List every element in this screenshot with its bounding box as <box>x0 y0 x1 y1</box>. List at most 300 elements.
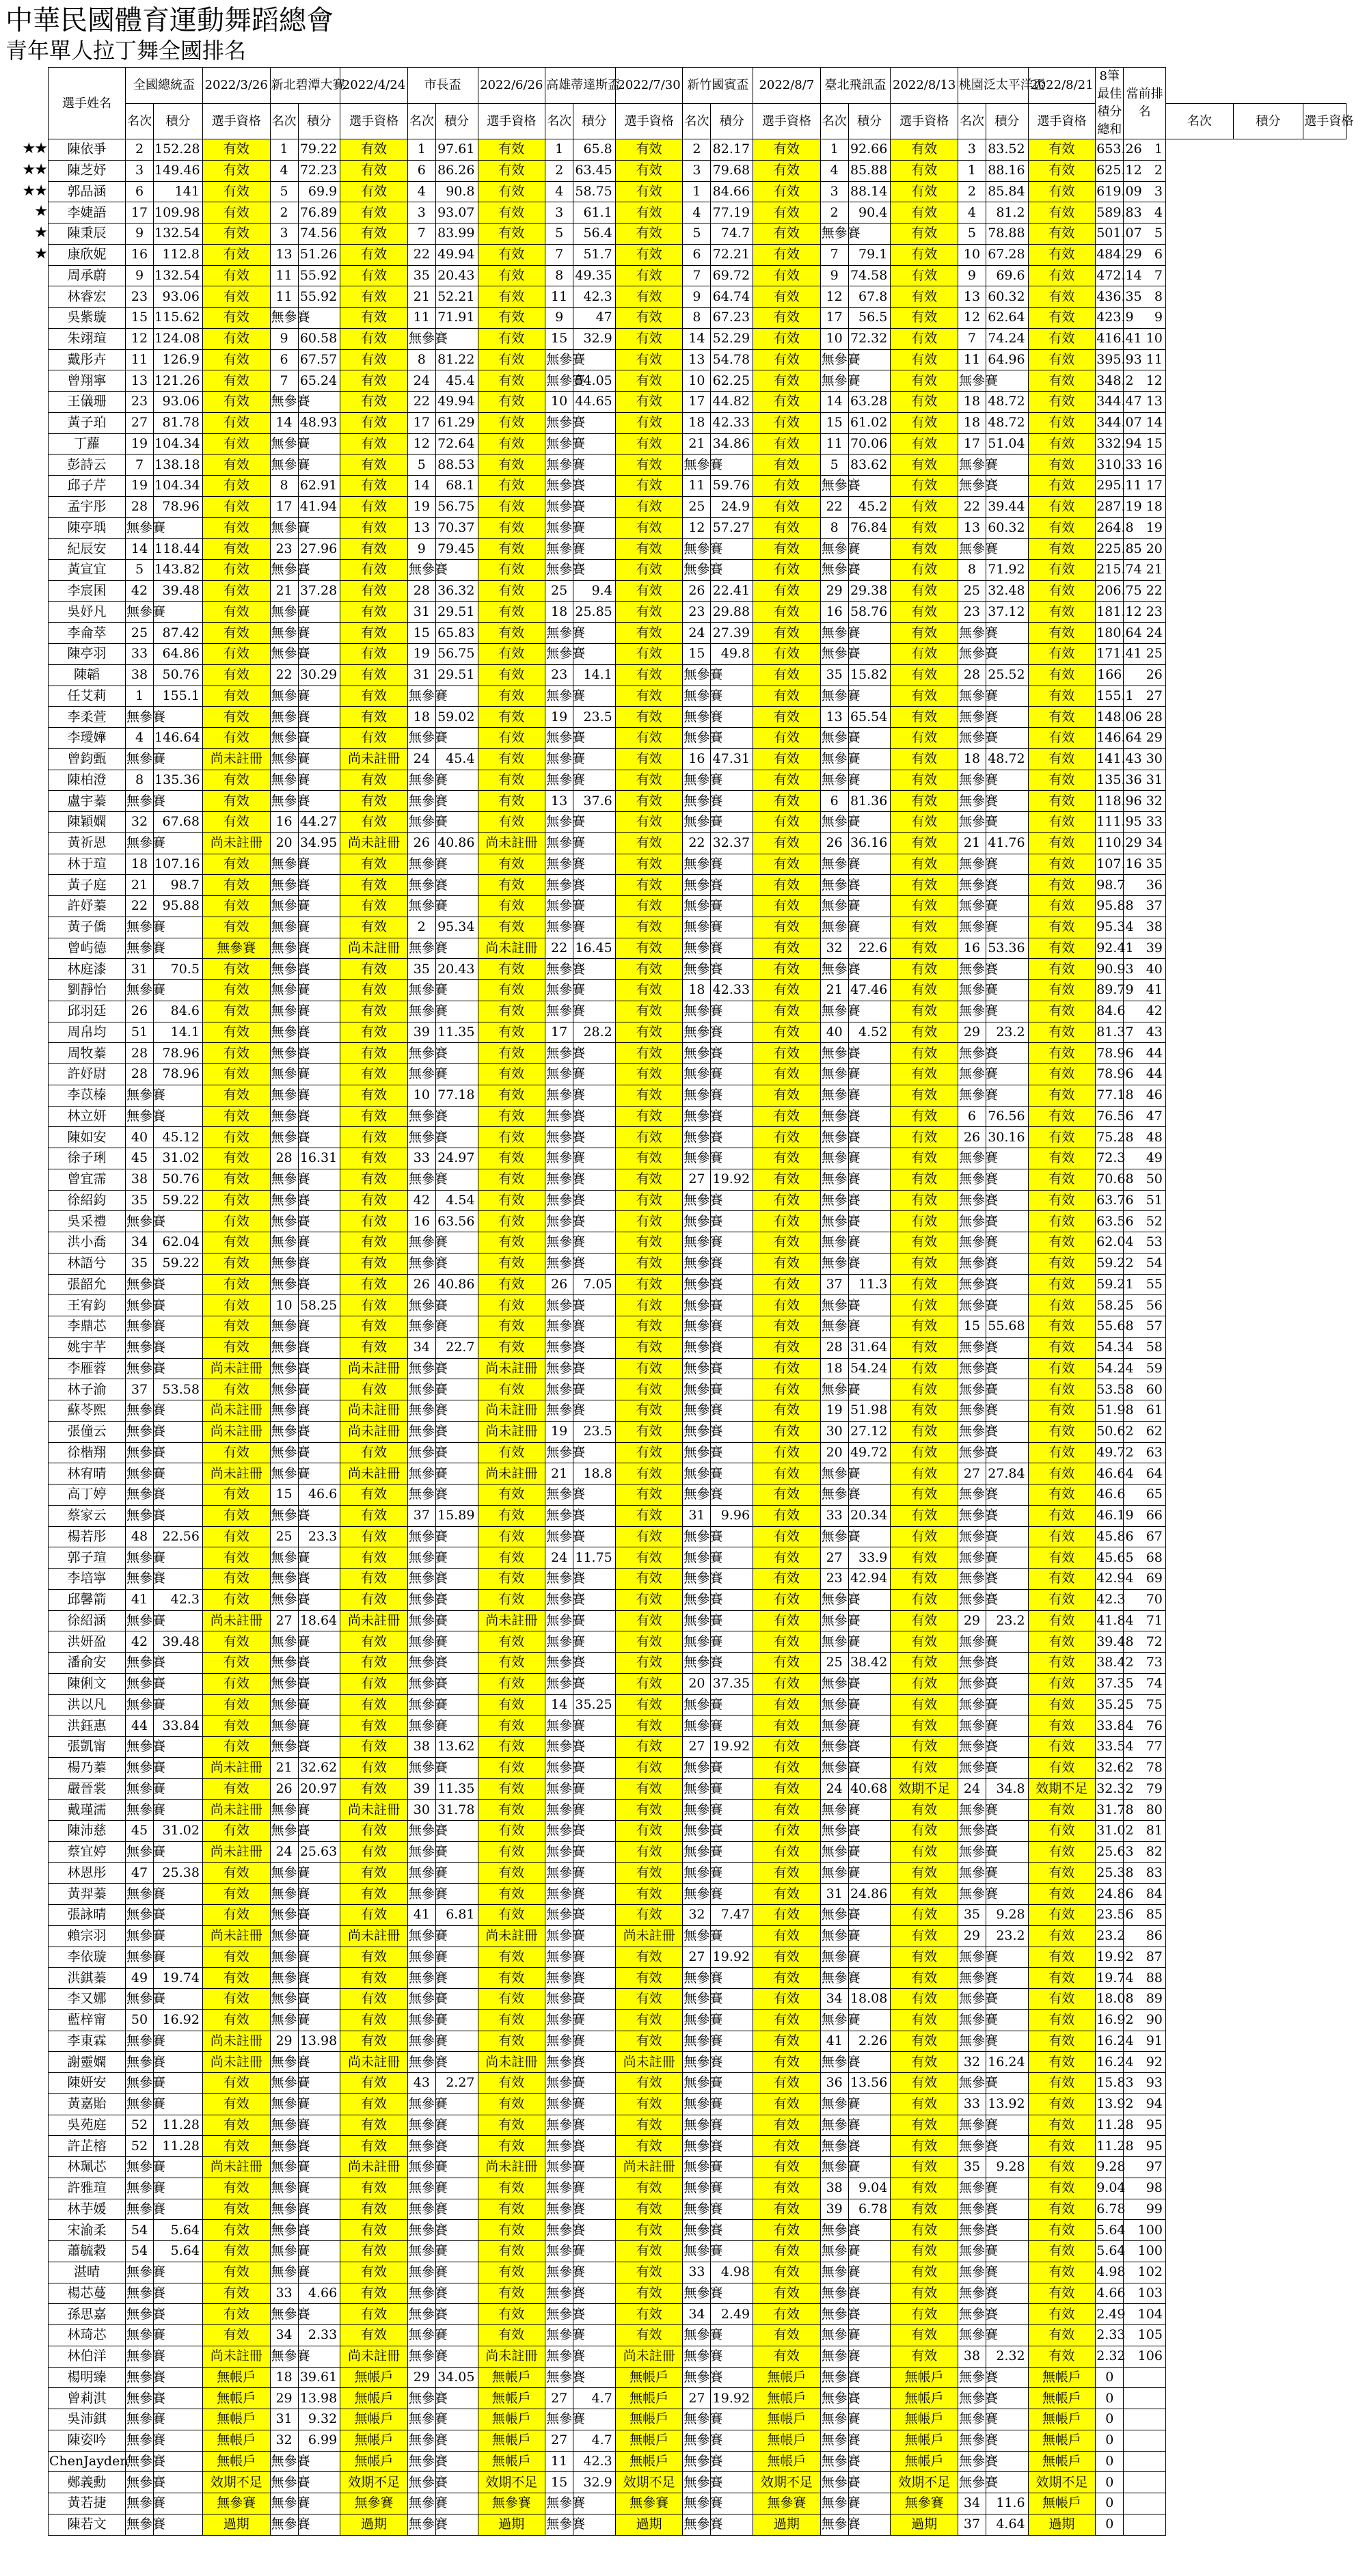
status-cell: 有效 <box>340 1295 408 1316</box>
status-cell: 有效 <box>753 644 821 665</box>
place-cell: 無參賽 <box>270 1631 298 1653</box>
status-cell: 有效 <box>1028 455 1096 476</box>
table-row <box>49 1169 1346 1190</box>
points-cell: 15.82 <box>848 664 891 686</box>
status-cell: 有效 <box>1028 770 1096 791</box>
place-cell: 37 <box>125 1379 153 1400</box>
points-cell: 85 <box>1124 1905 1166 1926</box>
place-cell: 18 <box>125 854 153 875</box>
status-cell: 有效 <box>202 1127 270 1148</box>
points-cell: 9.28 <box>986 2157 1029 2178</box>
place-cell: 無參賽 <box>125 1547 153 1569</box>
place-cell: 14 <box>407 476 435 497</box>
place-cell: 無參賽 <box>545 1968 573 1989</box>
status-cell: 有效 <box>202 1653 270 1674</box>
points-cell: 121.26 <box>154 370 203 392</box>
place-cell: 416.41 <box>1096 328 1124 349</box>
place-cell: 22 <box>545 938 573 959</box>
points-cell: 44 <box>1124 1064 1166 1085</box>
place-cell: 17 <box>545 1022 573 1043</box>
points-cell: 89 <box>1124 1989 1166 2010</box>
points-cell: 47 <box>1124 1106 1166 1127</box>
place-cell: 8 <box>820 517 848 539</box>
place-cell: 35 <box>820 664 848 686</box>
points-cell: 5.64 <box>154 2241 203 2262</box>
place-cell: 無參賽 <box>820 2262 848 2283</box>
status-cell: 有效 <box>1028 517 1096 539</box>
status-cell: 過期 <box>478 2514 545 2535</box>
status-cell: 效期不足 <box>615 2472 683 2493</box>
status-cell: 有效 <box>891 1968 958 1989</box>
status-cell: 有效 <box>753 1778 821 1800</box>
place-cell: 9 <box>820 265 848 286</box>
place-cell: 無參賽 <box>958 1442 986 1463</box>
place-cell: 無參賽 <box>820 1631 848 1653</box>
status-cell: 無帳戶 <box>202 2409 270 2430</box>
status-cell: 有效 <box>615 1547 683 1569</box>
status-cell: 有效 <box>891 1547 958 1569</box>
status-cell: 尚未註冊 <box>202 832 270 854</box>
place-cell: 54.34 <box>1096 1337 1124 1358</box>
place-cell: 436.35 <box>1096 286 1124 308</box>
points-cell: 71.92 <box>986 560 1029 581</box>
place-cell: 無參賽 <box>407 1379 435 1400</box>
points-cell: 40.86 <box>435 832 478 854</box>
place-cell: 無參賽 <box>545 1190 573 1211</box>
table-row <box>49 1505 1346 1526</box>
place-cell: 無參賽 <box>270 1862 298 1884</box>
place-cell: 15 <box>958 1316 986 1338</box>
place-cell: 33.84 <box>1096 1716 1124 1737</box>
place-cell: 26 <box>270 1778 298 1800</box>
points-cell: 112.8 <box>154 244 203 265</box>
status-cell: 有效 <box>753 2136 821 2157</box>
place-cell: 無參賽 <box>125 1841 153 1862</box>
place-cell: 無參賽 <box>958 1505 986 1526</box>
place-cell: 5.64 <box>1096 2241 1124 2262</box>
place-cell: 32 <box>820 938 848 959</box>
place-cell: 無參賽 <box>958 1989 986 2010</box>
table-row <box>49 1232 1346 1253</box>
header-subcolumn: 選手資格 <box>340 103 408 139</box>
place-cell: 無參賽 <box>545 812 573 833</box>
table-row <box>49 664 1346 686</box>
place-cell: 無參賽 <box>270 1821 298 1842</box>
place-cell: 無參賽 <box>125 1653 153 1674</box>
place-cell: 17 <box>270 496 298 517</box>
status-cell: 有效 <box>478 664 545 686</box>
status-cell: 有效 <box>340 1653 408 1674</box>
place-cell: 無參賽 <box>270 854 298 875</box>
star-icon: ★ <box>34 224 46 241</box>
points-cell: 55.92 <box>298 286 340 308</box>
player-name: 丁蘿 <box>49 433 126 455</box>
points-cell: 43 <box>1124 1022 1166 1043</box>
status-cell: 有效 <box>340 370 408 392</box>
points-cell: 80 <box>1124 1800 1166 1821</box>
points-cell: 77 <box>1124 1737 1166 1758</box>
points-cell: 105 <box>1124 2325 1166 2346</box>
status-cell: 有效 <box>1028 265 1096 286</box>
status-cell: 有效 <box>615 1001 683 1022</box>
place-cell: 15 <box>683 644 711 665</box>
player-name: 林語兮 <box>49 1253 126 1274</box>
place-cell: 無參賽 <box>958 1694 986 1716</box>
place-cell: 24 <box>270 1841 298 1862</box>
table-row <box>49 496 1346 517</box>
status-cell: 有效 <box>202 728 270 749</box>
place-cell: 無參賽 <box>958 1379 986 1400</box>
player-name: 藍梓甯 <box>49 2009 126 2031</box>
place-cell: 無參賽 <box>407 1421 435 1442</box>
place-cell: 38 <box>958 2346 986 2367</box>
status-cell: 有效 <box>615 1841 683 1862</box>
place-cell: 無參賽 <box>407 2009 435 2031</box>
status-cell: 尚未註冊 <box>615 2346 683 2367</box>
points-cell: 36.32 <box>435 580 478 601</box>
status-cell: 有效 <box>615 2220 683 2241</box>
points-cell: 93 <box>1124 2073 1166 2094</box>
points-cell: 58.76 <box>848 601 891 623</box>
status-cell: 有效 <box>202 1569 270 1590</box>
status-cell: 有效 <box>340 1989 408 2010</box>
place-cell: 38.42 <box>1096 1653 1124 1674</box>
place-cell: 13 <box>270 244 298 265</box>
points-cell: 132.54 <box>154 223 203 245</box>
status-cell: 有效 <box>1028 1589 1096 1610</box>
points-cell: 115.62 <box>154 308 203 329</box>
status-cell: 有效 <box>891 412 958 433</box>
place-cell: 無參賽 <box>270 686 298 707</box>
points-cell: 85.84 <box>986 181 1029 202</box>
points-cell: 9.4 <box>573 580 616 601</box>
place-cell: 無參賽 <box>407 1673 435 1694</box>
status-cell: 有效 <box>340 1778 408 1800</box>
player-name: 陳穎嫻 <box>49 812 126 833</box>
points-cell: 19 <box>1124 517 1166 539</box>
player-name: 潘俞安 <box>49 1653 126 1674</box>
place-cell: 無參賽 <box>683 1653 711 1674</box>
status-cell: 有效 <box>615 1127 683 1148</box>
status-cell: 有效 <box>340 181 408 202</box>
place-cell: 無參賽 <box>545 1043 573 1064</box>
place-cell: 15 <box>545 2472 573 2493</box>
place-cell: 55.68 <box>1096 1316 1124 1338</box>
place-cell: 無參賽 <box>270 1379 298 1400</box>
status-cell: 有效 <box>891 2093 958 2115</box>
points-cell: 94 <box>1124 2093 1166 2115</box>
place-cell: 50 <box>125 2009 153 2031</box>
status-cell: 無帳戶 <box>753 2388 821 2409</box>
status-cell: 有效 <box>891 496 958 517</box>
header-subcolumn: 名次 <box>125 103 153 139</box>
place-cell: 70.68 <box>1096 1169 1124 1190</box>
place-cell: 無參賽 <box>125 2388 153 2409</box>
status-cell: 有效 <box>753 1064 821 1085</box>
status-cell: 有效 <box>478 1211 545 1232</box>
points-cell: 60 <box>1124 1379 1166 1400</box>
status-cell: 有效 <box>615 308 683 329</box>
status-cell: 有效 <box>1028 980 1096 1001</box>
place-cell: 無參賽 <box>545 2157 573 2178</box>
place-cell: 423.9 <box>1096 308 1124 329</box>
points-cell: 74.56 <box>298 223 340 245</box>
status-cell: 有效 <box>615 496 683 517</box>
status-cell: 有效 <box>1028 686 1096 707</box>
place-cell: 1 <box>545 139 573 161</box>
table-row <box>49 181 1346 202</box>
status-cell: 有效 <box>340 1274 408 1295</box>
place-cell: 38 <box>407 1737 435 1758</box>
status-cell: 有效 <box>615 433 683 455</box>
status-cell: 有效 <box>1028 1211 1096 1232</box>
place-cell: 無參賽 <box>270 1064 298 1085</box>
place-cell: 無參賽 <box>545 2346 573 2367</box>
place-cell: 無參賽 <box>407 1001 435 1022</box>
player-name: 陳妍安 <box>49 2073 126 2094</box>
place-cell: 58.25 <box>1096 1295 1124 1316</box>
status-cell: 有效 <box>615 1232 683 1253</box>
status-cell: 有效 <box>891 1737 958 1758</box>
place-cell: 15 <box>820 412 848 433</box>
status-cell: 有效 <box>1028 644 1096 665</box>
status-cell: 尚未註冊 <box>478 2157 545 2178</box>
status-cell: 有效 <box>202 2199 270 2220</box>
place-cell: 27 <box>270 1610 298 1631</box>
place-cell: 20 <box>820 1442 848 1463</box>
status-cell: 尚未註冊 <box>202 1925 270 1947</box>
status-cell: 有效 <box>1028 2093 1096 2115</box>
place-cell: 10 <box>683 370 711 392</box>
place-cell: 344.47 <box>1096 392 1124 413</box>
points-cell: 71 <box>1124 1610 1166 1631</box>
status-cell: 有效 <box>615 1211 683 1232</box>
table-row <box>49 1884 1346 1905</box>
status-cell: 有效 <box>340 517 408 539</box>
status-cell: 有效 <box>1028 1484 1096 1506</box>
status-cell: 有效 <box>615 1106 683 1127</box>
place-cell: 無參賽 <box>958 644 986 665</box>
status-cell: 有效 <box>340 875 408 896</box>
place-cell: 無參賽 <box>683 1800 711 1821</box>
points-cell: 19.74 <box>154 1968 203 1989</box>
points-cell <box>1124 2472 1166 2493</box>
place-cell: 無參賽 <box>683 2115 711 2136</box>
place-cell: 0 <box>1096 2451 1124 2472</box>
points-cell: 85.88 <box>848 160 891 181</box>
place-cell: 23 <box>125 286 153 308</box>
points-cell: 4.52 <box>848 1022 891 1043</box>
status-cell: 有效 <box>478 202 545 223</box>
status-cell: 有效 <box>478 1043 545 1064</box>
place-cell: 54.24 <box>1096 1358 1124 1379</box>
table-row <box>49 2178 1346 2199</box>
table-row <box>49 1778 1346 1800</box>
status-cell: 有效 <box>202 1905 270 1926</box>
status-cell: 有效 <box>891 1569 958 1590</box>
player-name: 任艾莉 <box>49 686 126 707</box>
place-cell: 21 <box>820 980 848 1001</box>
place-cell: 無參賽 <box>407 2262 435 2283</box>
status-cell: 有效 <box>753 328 821 349</box>
status-cell: 尚未註冊 <box>478 1610 545 1631</box>
status-cell: 有效 <box>753 1547 821 1569</box>
table-row <box>49 1379 1346 1400</box>
place-cell: 無參賽 <box>958 770 986 791</box>
status-cell: 有效 <box>340 980 408 1001</box>
status-cell: 有效 <box>615 623 683 644</box>
points-cell: 90 <box>1124 2009 1166 2031</box>
star-icon: ★ <box>34 203 46 220</box>
player-name: 洪錤蓁 <box>49 1968 126 1989</box>
status-cell: 有效 <box>340 1085 408 1106</box>
points-cell: 7.47 <box>711 1905 753 1926</box>
points-cell: 76 <box>1124 1716 1166 1737</box>
place-cell: 無參賽 <box>958 1947 986 1968</box>
status-cell: 有效 <box>1028 1653 1096 1674</box>
status-cell: 有效 <box>340 791 408 812</box>
place-cell: 18 <box>683 412 711 433</box>
place-cell: 12 <box>125 328 153 349</box>
status-cell: 有效 <box>1028 1022 1096 1043</box>
status-cell: 有效 <box>202 1232 270 1253</box>
status-cell: 有效 <box>340 917 408 938</box>
status-cell: 有效 <box>615 1905 683 1926</box>
status-cell: 有效 <box>615 539 683 560</box>
points-cell: 11.6 <box>986 2493 1029 2514</box>
points-cell: 88 <box>1124 1968 1166 1989</box>
place-cell: 無參賽 <box>545 980 573 1001</box>
place-cell: 無參賽 <box>683 1190 711 1211</box>
place-cell: 無參賽 <box>958 1569 986 1590</box>
status-cell: 有效 <box>753 2304 821 2325</box>
place-cell: 無參賽 <box>683 2220 711 2241</box>
status-cell: 有效 <box>1028 623 1096 644</box>
place-cell: 28 <box>407 580 435 601</box>
points-cell: 83.52 <box>986 139 1029 161</box>
table-row <box>49 1064 1346 1085</box>
points-cell: 4 <box>1124 202 1166 223</box>
status-cell: 有效 <box>340 286 408 308</box>
place-cell: 4 <box>820 160 848 181</box>
place-cell: 無參賽 <box>545 1526 573 1547</box>
place-cell: 無參賽 <box>683 1968 711 1989</box>
points-cell: 78 <box>1124 1757 1166 1778</box>
place-cell: 無參賽 <box>683 2052 711 2073</box>
place-cell: 無參賽 <box>125 2304 153 2325</box>
place-cell: 無參賽 <box>820 1589 848 1610</box>
status-cell: 有效 <box>478 1169 545 1190</box>
points-cell: 74.24 <box>986 328 1029 349</box>
status-cell: 有效 <box>891 1127 958 1148</box>
place-cell: 4 <box>958 202 986 223</box>
place-cell: 無參賽 <box>270 1169 298 1190</box>
status-cell: 過期 <box>340 2514 408 2535</box>
status-cell: 尚未註冊 <box>340 1400 408 1422</box>
points-cell: 13.62 <box>435 1737 478 1758</box>
place-cell: 無參賽 <box>407 1821 435 1842</box>
status-cell: 有效 <box>340 392 408 413</box>
points-cell: 58 <box>1124 1337 1166 1358</box>
points-cell: 54.24 <box>848 1358 891 1379</box>
place-cell: 無參賽 <box>958 686 986 707</box>
status-cell: 有效 <box>753 1653 821 1674</box>
place-cell: 31 <box>270 2409 298 2430</box>
status-cell: 有效 <box>615 1421 683 1442</box>
place-cell: 無參賽 <box>958 1001 986 1022</box>
place-cell: 無參賽 <box>545 623 573 644</box>
place-cell: 無參賽 <box>545 1253 573 1274</box>
status-cell: 有效 <box>1028 664 1096 686</box>
status-cell: 有效 <box>753 223 821 245</box>
status-cell: 有效 <box>753 560 821 581</box>
status-cell: 有效 <box>615 2073 683 2094</box>
points-cell: 9.96 <box>711 1505 753 1526</box>
points-cell: 59.02 <box>435 707 478 728</box>
status-cell: 有效 <box>1028 1001 1096 1022</box>
place-cell: 32 <box>683 1905 711 1926</box>
status-cell: 有效 <box>202 854 270 875</box>
status-cell: 有效 <box>615 580 683 601</box>
status-cell: 有效 <box>340 1821 408 1842</box>
player-name: 李雁蓉 <box>49 1358 126 1379</box>
status-cell: 有效 <box>340 1884 408 1905</box>
place-cell: 無參賽 <box>125 1316 153 1338</box>
place-cell: 無參賽 <box>958 1547 986 1569</box>
points-cell: 53.36 <box>986 938 1029 959</box>
status-cell: 有效 <box>753 1190 821 1211</box>
status-cell: 有效 <box>202 1106 270 1127</box>
place-cell: 15 <box>270 1484 298 1506</box>
status-cell: 有效 <box>478 1737 545 1758</box>
player-name: 王儀珊 <box>49 392 126 413</box>
table-row <box>49 1862 1346 1884</box>
place-cell: 無參賽 <box>270 1505 298 1526</box>
table-row <box>49 223 1346 245</box>
points-cell: 51.04 <box>986 433 1029 455</box>
points-cell: 83.62 <box>848 455 891 476</box>
status-cell: 有效 <box>340 433 408 455</box>
status-cell: 有效 <box>478 1274 545 1295</box>
place-cell: 無參賽 <box>683 812 711 833</box>
status-cell: 有效 <box>1028 791 1096 812</box>
status-cell: 有效 <box>753 770 821 791</box>
place-cell: 無參賽 <box>545 1484 573 1506</box>
status-cell: 有效 <box>202 1694 270 1716</box>
points-cell: 4.98 <box>711 2262 753 2283</box>
points-cell: 65.83 <box>435 623 478 644</box>
place-cell: 0 <box>1096 2472 1124 2493</box>
player-name: 張詠晴 <box>49 1905 126 1926</box>
ranking-body <box>49 139 1346 2536</box>
status-cell: 無參賽 <box>202 938 270 959</box>
place-cell: 無參賽 <box>820 1694 848 1716</box>
status-cell: 有效 <box>753 517 821 539</box>
status-cell: 有效 <box>753 707 821 728</box>
place-cell: 11 <box>125 349 153 370</box>
place-cell: 180.64 <box>1096 623 1124 644</box>
status-cell: 有效 <box>1028 1358 1096 1379</box>
status-cell: 有效 <box>1028 2346 1096 2367</box>
place-cell: 無參賽 <box>125 1673 153 1694</box>
place-cell: 無參賽 <box>683 1841 711 1862</box>
player-name: 洪以凡 <box>49 1694 126 1716</box>
status-cell: 無帳戶 <box>1028 2430 1096 2451</box>
place-cell: 無參賽 <box>125 1085 153 1106</box>
points-cell: 49.94 <box>435 392 478 413</box>
place-cell: 無參賽 <box>683 664 711 686</box>
place-cell: 無參賽 <box>820 1316 848 1338</box>
